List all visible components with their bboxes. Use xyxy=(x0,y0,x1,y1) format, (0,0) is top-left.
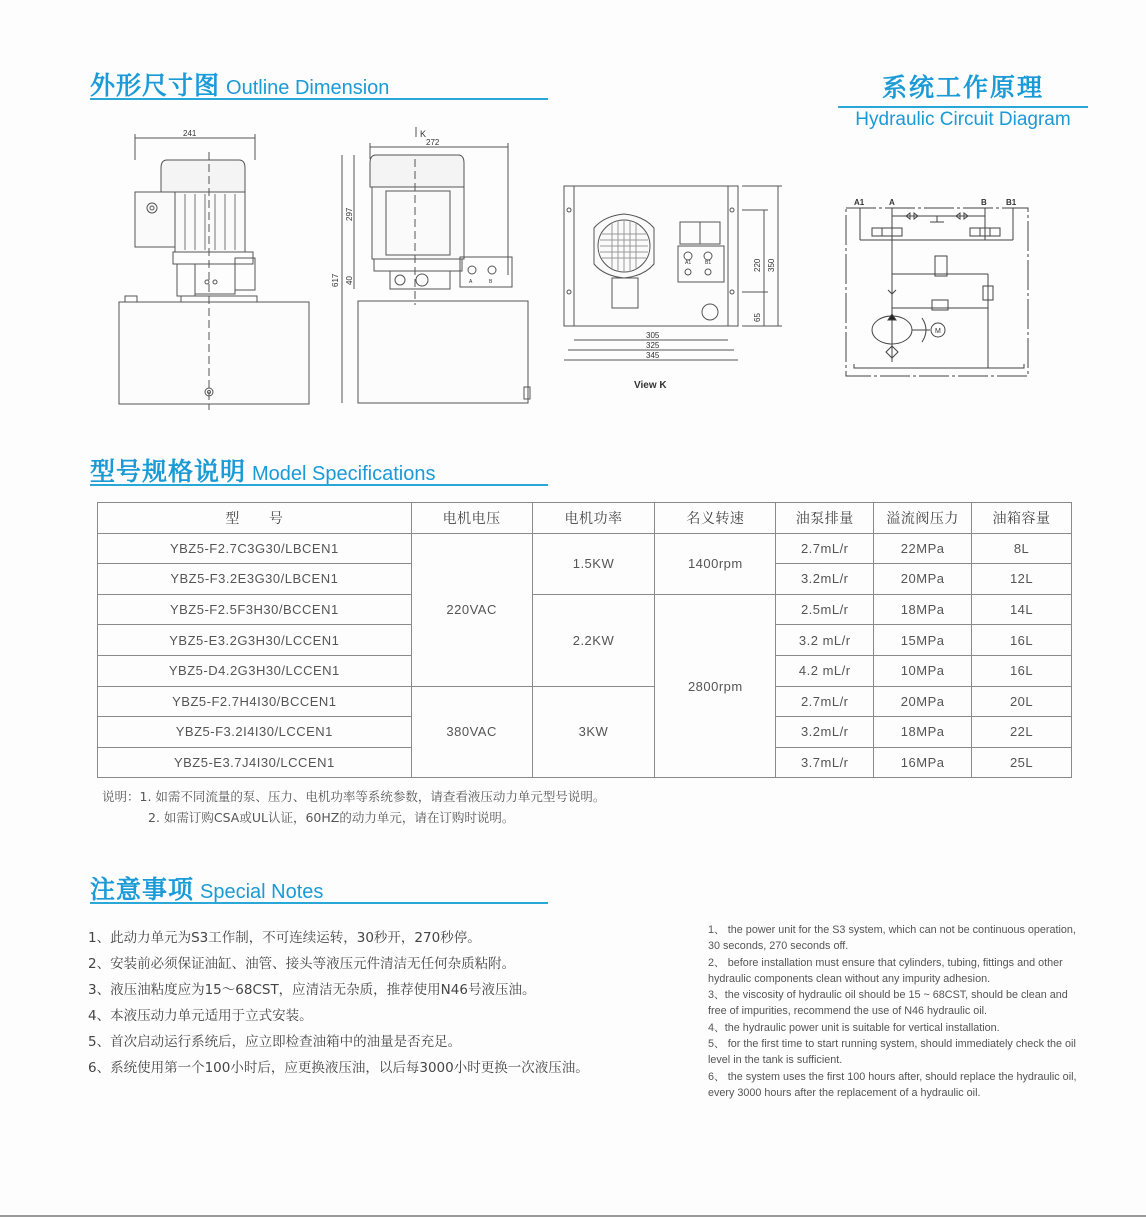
section-title-zh: 型号规格说明 xyxy=(90,457,247,486)
dim-325: 325 xyxy=(646,341,660,350)
header-model: 型 号 xyxy=(98,503,412,534)
section-title-zh: 注意事项 xyxy=(90,875,195,904)
dim-345: 345 xyxy=(646,351,660,360)
view-k-marker: K xyxy=(420,129,427,139)
note-zh-item: 5、首次启动运行系统后，应立即检查油箱中的油量是否充足。 xyxy=(88,1034,462,1050)
model-cell: YBZ5-D4.2G3H30/LCCEN1 xyxy=(98,655,412,686)
section-title-zh: 外形尺寸图 xyxy=(90,71,221,100)
pressure-cell: 16MPa xyxy=(874,747,972,778)
note-en-item: 1、 the power unit for the S3 system, which can not be continuous operation, 30 seconds, 270 seconds off. xyxy=(708,924,1076,953)
tank-cell: 16L xyxy=(972,625,1072,656)
displacement-cell: 4.2 mL/r xyxy=(776,655,874,686)
circuit-port-b1: B1 xyxy=(1006,198,1017,207)
tank-cell: 22L xyxy=(972,717,1072,748)
note-en-item: 6、 the system uses the first 100 hours after, should replace the hydraulic oil, every 3000 hours after the replacement of a hydraulic oil. xyxy=(708,1070,1077,1099)
speed-cell: 2800rpm xyxy=(655,594,776,778)
displacement-cell: 3.2 mL/r xyxy=(776,625,874,656)
front-view-drawing xyxy=(328,125,558,415)
pressure-cell: 18MPa xyxy=(874,594,972,625)
tank-cell: 14L xyxy=(972,594,1072,625)
model-cell: YBZ5-F3.2E3G30/LBCEN1 xyxy=(98,564,412,595)
voltage-cell: 380VAC xyxy=(411,686,532,778)
dim-241: 241 xyxy=(183,130,197,138)
section-title-en: Model Specifications xyxy=(252,463,436,485)
model-cell: YBZ5-F3.2I4I30/LCCEN1 xyxy=(98,717,412,748)
displacement-cell: 2.5mL/r xyxy=(776,594,874,625)
dim-40: 40 xyxy=(345,276,354,285)
speed-cell: 1400rpm xyxy=(655,533,776,594)
dim-617: 617 xyxy=(331,273,340,287)
section-title-circuit xyxy=(838,68,1088,131)
model-cell: YBZ5-F2.5F3H30/BCCEN1 xyxy=(98,594,412,625)
model-cell: YBZ5-E3.7J4I30/LCCEN1 xyxy=(98,747,412,778)
notes-en-list xyxy=(708,922,1088,1101)
tank-cell: 8L xyxy=(972,533,1072,564)
table-notes xyxy=(102,786,605,828)
table-row xyxy=(98,686,1072,717)
note-zh-item: 3、液压油粘度应为15～68CST，应清洁无杂质，推荐使用N46号液压油。 xyxy=(88,982,536,998)
motor-symbol: M xyxy=(935,328,941,335)
section-title-en: Special Notes xyxy=(200,881,324,903)
section-title-zh: 系统工作原理 xyxy=(838,68,1088,108)
circuit-port-a: A xyxy=(889,198,895,207)
view-k-drawing xyxy=(560,180,790,395)
section-title-outline xyxy=(90,66,548,100)
table-row xyxy=(98,594,1072,625)
port-b1-label: B1 xyxy=(705,260,712,266)
tank-cell: 20L xyxy=(972,686,1072,717)
table-row xyxy=(98,533,1072,564)
voltage-cell: 220VAC xyxy=(411,533,532,686)
model-cell: YBZ5-F2.7H4I30/BCCEN1 xyxy=(98,686,412,717)
note-en-item: 2、 before installation must ensure that cylinders, tubing, fittings and other hydraulic components clean without any impurity adhesion. xyxy=(708,956,1063,985)
note-en-item: 5、 for the first time to start running system, should immediately check the oil level in the tank is sufficient. xyxy=(708,1038,1076,1067)
header-voltage: 电机电压 xyxy=(411,503,532,534)
circuit-port-a1: A1 xyxy=(854,198,865,207)
port-b-label: B xyxy=(489,279,493,285)
pressure-cell: 10MPa xyxy=(874,655,972,686)
note-zh-item: 1、此动力单元为S3工作制，不可连续运转，30秒开，270秒停。 xyxy=(88,930,481,946)
dim-220: 220 xyxy=(753,258,762,272)
dim-297: 297 xyxy=(345,207,354,221)
note-en-item: 4、the hydraulic power unit is suitable for vertical installation. xyxy=(708,1021,1000,1034)
displacement-cell: 3.7mL/r xyxy=(776,747,874,778)
header-speed: 名义转速 xyxy=(655,503,776,534)
model-cell: YBZ5-F2.7C3G30/LBCEN1 xyxy=(98,533,412,564)
header-power: 电机功率 xyxy=(532,503,655,534)
section-title-en: Outline Dimension xyxy=(226,77,390,99)
section-title-specs xyxy=(90,452,548,486)
view-k-label: View K xyxy=(634,380,667,391)
note-zh-item: 6、系统使用第一个100小时后，应更换液压油，以后每3000小时更换一次液压油。 xyxy=(88,1060,589,1076)
note-zh-item: 2、安装前必须保证油缸、油管、接头等液压元件清洁无任何杂质粘附。 xyxy=(88,956,516,972)
header-tank: 油箱容量 xyxy=(972,503,1072,534)
section-title-notes xyxy=(90,870,548,904)
displacement-cell: 2.7mL/r xyxy=(776,533,874,564)
displacement-cell: 2.7mL/r xyxy=(776,686,874,717)
pressure-cell: 22MPa xyxy=(874,533,972,564)
hydraulic-circuit-diagram xyxy=(840,196,1040,381)
table-note-2: 2. 如需订购CSA或UL认证，60HZ的动力单元，请在订购时说明。 xyxy=(148,810,515,825)
header-relief-pressure: 溢流阀压力 xyxy=(874,503,972,534)
tank-cell: 12L xyxy=(972,564,1072,595)
dim-272: 272 xyxy=(426,138,440,147)
tank-cell: 16L xyxy=(972,655,1072,686)
table-header-row xyxy=(98,503,1072,534)
power-cell: 2.2KW xyxy=(532,594,655,686)
dim-65: 65 xyxy=(753,313,762,322)
port-a-label: A xyxy=(469,279,473,285)
dim-350: 350 xyxy=(767,258,776,272)
note-en-item: 3、the viscosity of hydraulic oil should be 15 ~ 68CST, should be clean and free of impurities, recommend the use of N46 hydraulic oil. xyxy=(708,989,1068,1018)
power-cell: 1.5KW xyxy=(532,533,655,594)
note-zh-item: 4、本液压动力单元适用于立式安装。 xyxy=(88,1008,313,1024)
section-title-en: Hydraulic Circuit Diagram xyxy=(855,109,1071,130)
displacement-cell: 3.2mL/r xyxy=(776,564,874,595)
dim-305: 305 xyxy=(646,331,660,340)
side-view-drawing xyxy=(115,130,325,412)
tank-cell: 25L xyxy=(972,747,1072,778)
header-displacement: 油泵排量 xyxy=(776,503,874,534)
port-a1-label: A1 xyxy=(685,260,692,266)
table-note-1: 说明：1. 如需不同流量的泵、压力、电机功率等系统参数，请查看液压动力单元型号说明。 xyxy=(102,789,606,804)
pressure-cell: 20MPa xyxy=(874,564,972,595)
power-cell: 3KW xyxy=(532,686,655,778)
circuit-port-b: B xyxy=(981,198,987,207)
pressure-cell: 18MPa xyxy=(874,717,972,748)
notes-zh-list xyxy=(88,925,589,1081)
pressure-cell: 15MPa xyxy=(874,625,972,656)
displacement-cell: 3.2mL/r xyxy=(776,717,874,748)
model-cell: YBZ5-E3.2G3H30/LCCEN1 xyxy=(98,625,412,656)
model-spec-table xyxy=(97,502,1072,778)
pressure-cell: 20MPa xyxy=(874,686,972,717)
